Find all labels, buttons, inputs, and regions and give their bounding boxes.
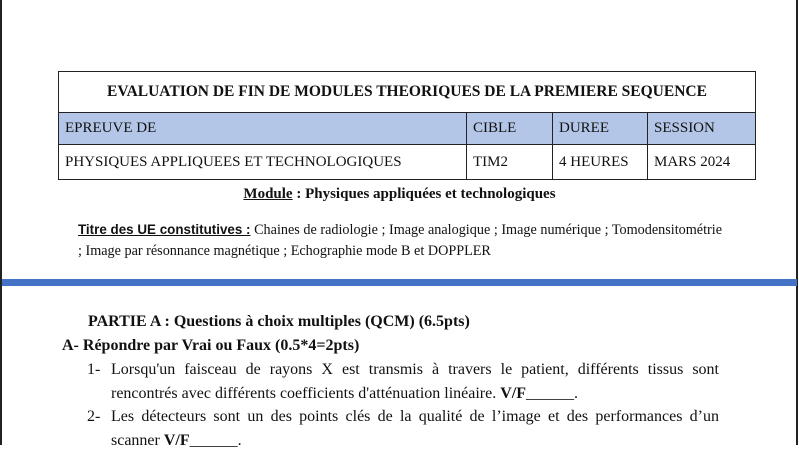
question-1 [87,358,719,406]
value-session: MARS 2024 [648,145,756,180]
header-epreuve: EPREUVE DE [59,113,467,145]
header-cible: CIBLE [467,113,553,145]
question-text: Lorsqu'un faisceau de rayons X est transmis à travers le patient, différents tissus sont rencontrés avec différents coefficients d'atténuation linéaire. [111,361,719,402]
ue-block [78,219,722,262]
value-cible: TIM2 [467,145,553,180]
table-value-row [59,145,756,180]
answer-blank[interactable]: ______. [526,385,579,402]
module-line [0,186,799,203]
answer-prompt: V/F [500,385,527,402]
question-number: 2- [87,408,101,425]
section-a-title: A- Répondre par Vrai ou Faux (0.5*4=2pts) [62,337,360,354]
exam-title: EVALUATION DE FIN DE MODULES THEORIQUES DE LA PREMIERE SEQUENCE [59,72,756,113]
value-epreuve: PHYSIQUES APPLIQUEES ET TECHNOLOGIQUES [59,145,467,180]
module-value: : Physiques appliquées et technologiques [292,186,556,202]
answer-prompt: V/F [163,432,190,449]
header-session: SESSION [648,113,756,145]
page-edge-left [0,0,2,445]
question-text-block [111,358,719,406]
module-label: Module [243,186,293,202]
value-duree: 4 HEURES [553,145,648,180]
section-separator [2,279,797,286]
question-2 [87,405,719,453]
question-text: Les détecteurs sont un des points clés de la qualité de l’image et des performances d’un scanner [111,408,719,449]
table-header-row [59,113,756,145]
ue-text: Chaines de radiologie ; Image analogique ; Image numérique ; Tomodensitométrie ; Image par résonnance magnétique ; Echographie mode B et DOPPLER [78,222,722,259]
part-a-title: PARTIE A : Questions à choix multiples (QCM) (6.5pts) [88,313,470,330]
answer-blank[interactable]: ______. [189,432,242,449]
header-duree: DUREE [553,113,648,145]
page-edge-right [796,0,798,445]
exam-title-row [59,72,756,113]
question-text-block [111,405,719,453]
exam-header-table [58,71,756,180]
ue-label: Titre des UE constitutives : [78,222,251,237]
question-number: 1- [87,361,101,378]
